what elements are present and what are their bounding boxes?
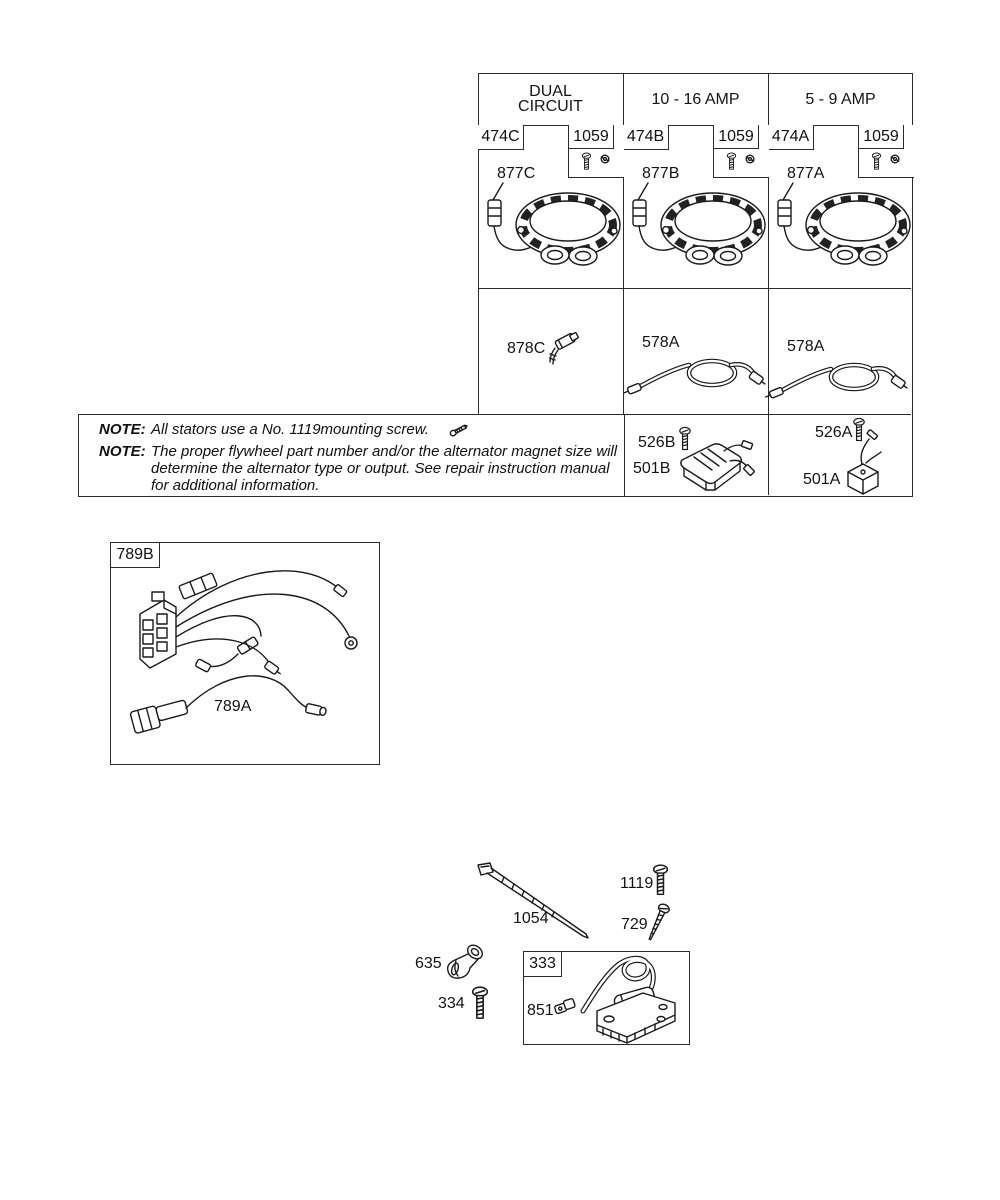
screw-icon: [871, 152, 882, 174]
note-box: [78, 414, 625, 497]
diode-drawing-501A: [840, 428, 886, 494]
regulator-label: 501B: [633, 460, 671, 477]
hardware-panel: [713, 125, 769, 178]
nut-icon: [745, 154, 755, 164]
variant-label-box: 474C: [478, 125, 524, 150]
hardware-panel: [568, 125, 624, 178]
stator-drawing-877C: [483, 183, 623, 273]
column-header-5-9-amp: [768, 92, 913, 107]
jumper-wire-drawing: [627, 347, 764, 397]
table-row-divider-1: [478, 288, 911, 289]
regulator-screw-label: 526B: [638, 434, 676, 451]
screw-icon: [471, 985, 489, 1022]
note-text: The proper flywheel part number and/or the alternator magnet size will determine the alternator type or output. See repair instruction manual for additional information.: [151, 443, 618, 494]
stop-switch-wire-label: 878C: [507, 340, 546, 357]
terminal-label: 851: [527, 1002, 554, 1019]
column-header-10-16-amp: [623, 92, 768, 107]
note-row-2: [99, 443, 618, 494]
regulator-drawing-501B: [668, 437, 753, 495]
hardware-label-box: 1059: [859, 125, 904, 149]
nut-icon: [600, 154, 610, 164]
note-row-1: [99, 421, 618, 438]
note-text: All stators use a No. 1119mounting screw.: [151, 421, 429, 438]
screw-label: 729: [621, 916, 648, 933]
bolt-label: 334: [438, 995, 465, 1012]
stator-part-label: 877C: [497, 165, 536, 182]
stator-drawing-877A: [773, 183, 913, 273]
hardware-label-box: 1059: [569, 125, 614, 149]
header-line: DUAL: [529, 83, 572, 100]
stator-part-label: 877A: [787, 165, 825, 182]
jumper-wire-label: 578A: [642, 334, 680, 351]
screw-icon: [643, 901, 671, 947]
harness-drawing-789B: [110, 542, 378, 763]
regulator-screw-label: 526A: [815, 424, 853, 441]
variant-label-box: 474B: [623, 125, 669, 150]
diode-label: 501A: [803, 471, 841, 488]
harness-cable-label: 789A: [214, 698, 252, 715]
elbow-label: 635: [415, 955, 442, 972]
screw-icon: [652, 864, 669, 897]
screw-icon: [449, 423, 469, 437]
variant-label-box: 474A: [768, 125, 814, 150]
stator-drawing-877B: [628, 183, 768, 273]
jumper-wire-label: 578A: [787, 338, 825, 355]
cable-tie-label: 1054: [513, 910, 549, 927]
stop-switch-wire-drawing: [546, 326, 584, 366]
hardware-panel: [858, 125, 914, 178]
ignition-box-label: 333: [523, 951, 562, 977]
column-header-dual-circuit: [478, 84, 623, 114]
ignition-coil-drawing-333: [523, 951, 688, 1043]
stator-part-label: 877B: [642, 165, 680, 182]
note-label: NOTE:: [99, 421, 146, 438]
nut-icon: [890, 154, 900, 164]
hardware-label-box: 1059: [714, 125, 759, 149]
mount-screw-label: 1119: [620, 875, 654, 892]
screw-icon: [726, 152, 737, 174]
cable-tie-drawing-1054: [470, 856, 595, 944]
jumper-wire-drawing: [769, 351, 906, 401]
harness-box-label: 789B: [110, 542, 160, 568]
table-row-divider-header: [478, 125, 911, 126]
note-label: NOTE:: [99, 443, 146, 460]
header-line: 10 - 16 AMP: [651, 91, 740, 108]
screw-icon: [581, 152, 592, 174]
header-line: CIRCUIT: [518, 98, 583, 115]
elbow-fitting-drawing-635: [443, 941, 487, 983]
header-line: 5 - 9 AMP: [805, 91, 876, 108]
